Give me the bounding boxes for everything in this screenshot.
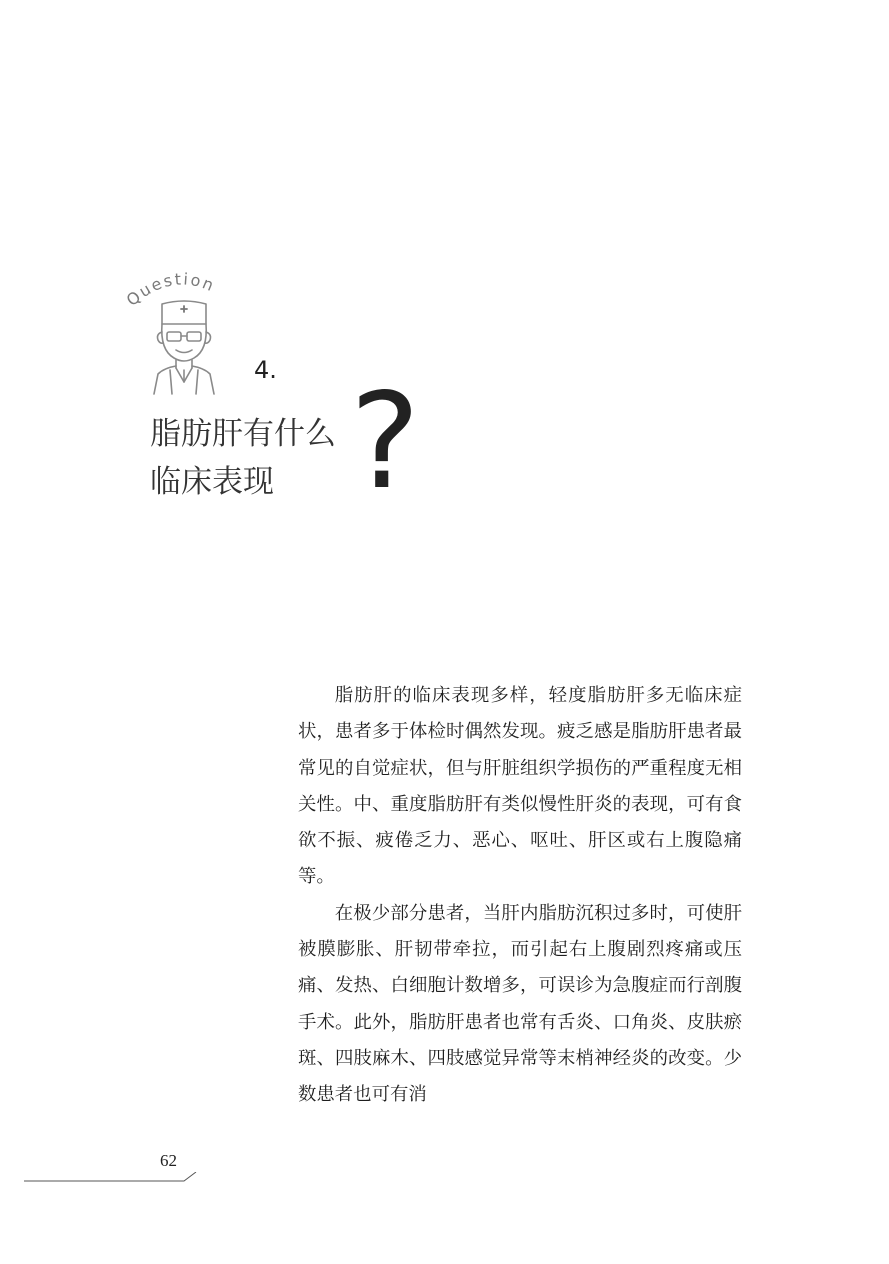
page-title	[150, 410, 370, 506]
body-text	[298, 678, 742, 1114]
footer-rule	[0, 1172, 200, 1186]
title-line-1: 脂肪肝有什么	[150, 416, 336, 452]
question-label-text: Question	[122, 269, 219, 310]
title-line-2: 临床表现	[150, 464, 274, 500]
doctor-icon	[148, 298, 220, 396]
question-mark: ?	[350, 365, 421, 519]
paragraph-1: 脂肪肝的临床表现多样，轻度脂肪肝多无临床症状，患者多于体检时偶然发现。疲乏感是脂肪肝患者最常见的自觉症状，但与肝脏组织学损伤的严重程度无相关性。中、重度脂肪肝有类似慢性肝炎的表现，可有食欲不振、疲倦乏力、恶心、呕吐、肝区或右上腹隐痛等。	[298, 685, 742, 888]
paragraph-2: 在极少部分患者，当肝内脂肪沉积过多时，可使肝被膜膨胀、肝韧带牵拉，而引起右上腹剧烈疼痛或压痛、发热、白细胞计数增多，可误诊为急腹症而行剖腹手术。此外，脂肪肝患者也常有舌炎、口角炎、皮肤瘀斑、四肢麻木、四肢感觉异常等末梢神经炎的改变。少数患者也可有消	[298, 902, 742, 1106]
question-number: 4.	[254, 356, 277, 384]
page-number: 62	[160, 1151, 177, 1170]
